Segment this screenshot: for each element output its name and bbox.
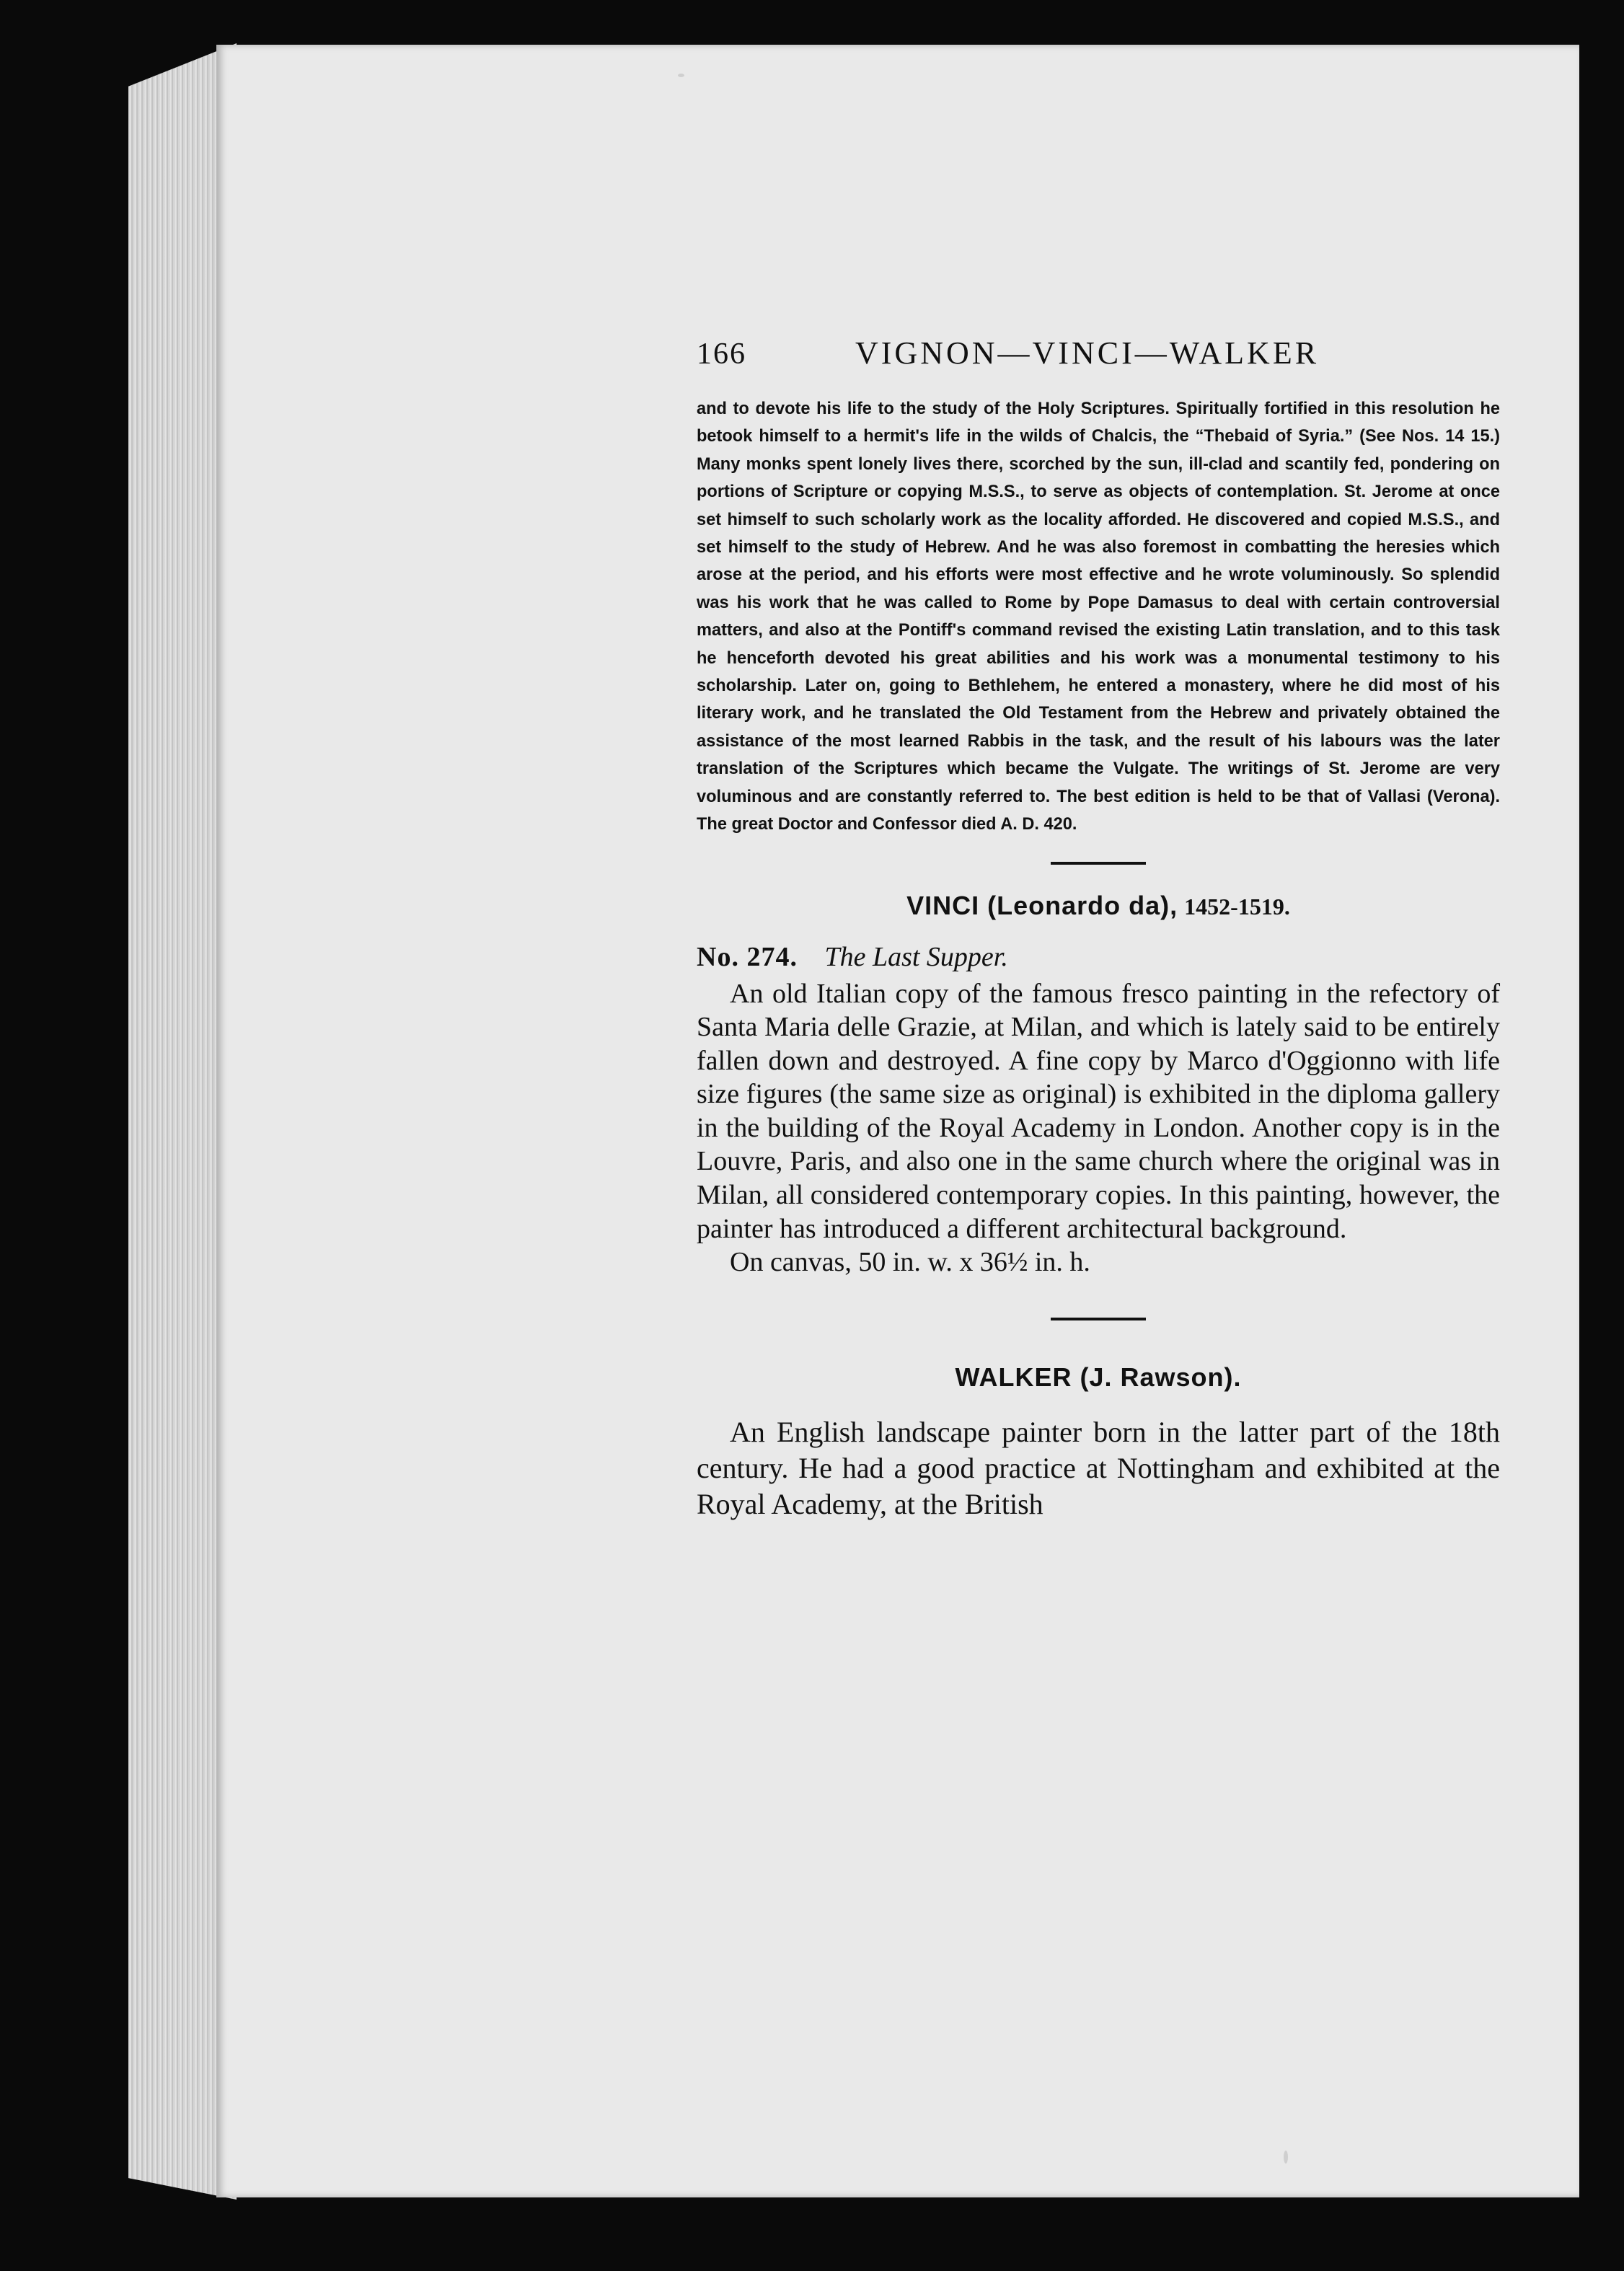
walker-description-paragraph: An English landscape painter born in the latter part of the 18th century. He had a good practice at Nottingham and exhibited at the Royal Academy, at the British (697, 1416, 1500, 1521)
running-head (697, 335, 1500, 378)
jerome-continuation-paragraph: and to devote his life to the study of the Holy Scriptures. Spiritually fortified in this resolution he betook himself to a hermit's life in the wilds of Chalcis, the “Thebaid of Syria.” (See Nos. 14 15.) Many monks spent lonely lives there, scorched by the sun, ill-clad and scantily fed, pondering on portions of Scripture or copying M.S.S., to serve as objects of contemplation. St. Jerome at once set himself to such scholarly work as the locality afforded. He discovered and copied M.S.S., and set himself to the study of Hebrew. And he was also foremost in combatting the heresies which arose at the period, and his efforts were most effective and he wrote voluminously. So splendid was his work that he was called to Rome by Pope Damasus to deal with certain controversial matters, and also at the Pontiff's command revised the existing Latin translation, and to this task he henceforth devoted his great abilities and his work was a monumental testimony to his scholarship. Later on, going to Bethlehem, he entered a monastery, where he did most of his literary work, and he translated the Old Testament from the Hebrew and privately obtained the assistance of the most learned Rabbis in the task, and the result of his labours was the later translation of the Scriptures which became the Vulgate. The writings of St. Jerome are very voluminous and are constantly referred to. The best edition is held to be that of Vallasi (Verona). The great Doctor and Confessor died A. D. 420. (697, 400, 1500, 834)
running-head-title: VIGNON—VINCI—WALKER (855, 335, 1320, 371)
entry-title: The Last Supper. (824, 941, 1008, 972)
page-content (697, 335, 1500, 1522)
section-divider (1051, 1318, 1146, 1320)
vinci-heading (697, 891, 1500, 921)
vinci-dimensions: On canvas, 50 in. w. x 36½ in. h. (730, 1247, 1090, 1278)
vinci-heading-name: VINCI (Leonardo da), (906, 890, 1178, 920)
entry-number: No. 274. (697, 941, 798, 972)
page-number: 166 (697, 338, 746, 371)
vinci-description-paragraph: An old Italian copy of the famous fresco painting in the refectory of Santa Maria delle Grazie, at Milan, and which is lately said to be entirely fallen down and destroyed. A fine copy by Marco d'Oggionno with life size figures (the same size as original) is exhibited in the diploma gallery in the building of the Royal Academy in London. Another copy is in the Louvre, Paris, and also one in the same church where the original was in Milan, all considered contemporary copies. In this painting, however, the painter has introduced a different architectural background. (697, 978, 1500, 1244)
paper-speck (1284, 2151, 1288, 2164)
section-divider (1051, 862, 1146, 865)
walker-heading-name: WALKER (J. Rawson). (955, 1362, 1242, 1393)
catalogue-entry-line (697, 941, 1500, 973)
vinci-heading-dates: 1452-1519. (1184, 893, 1290, 920)
paper-speck (678, 74, 684, 77)
walker-heading (697, 1362, 1500, 1393)
